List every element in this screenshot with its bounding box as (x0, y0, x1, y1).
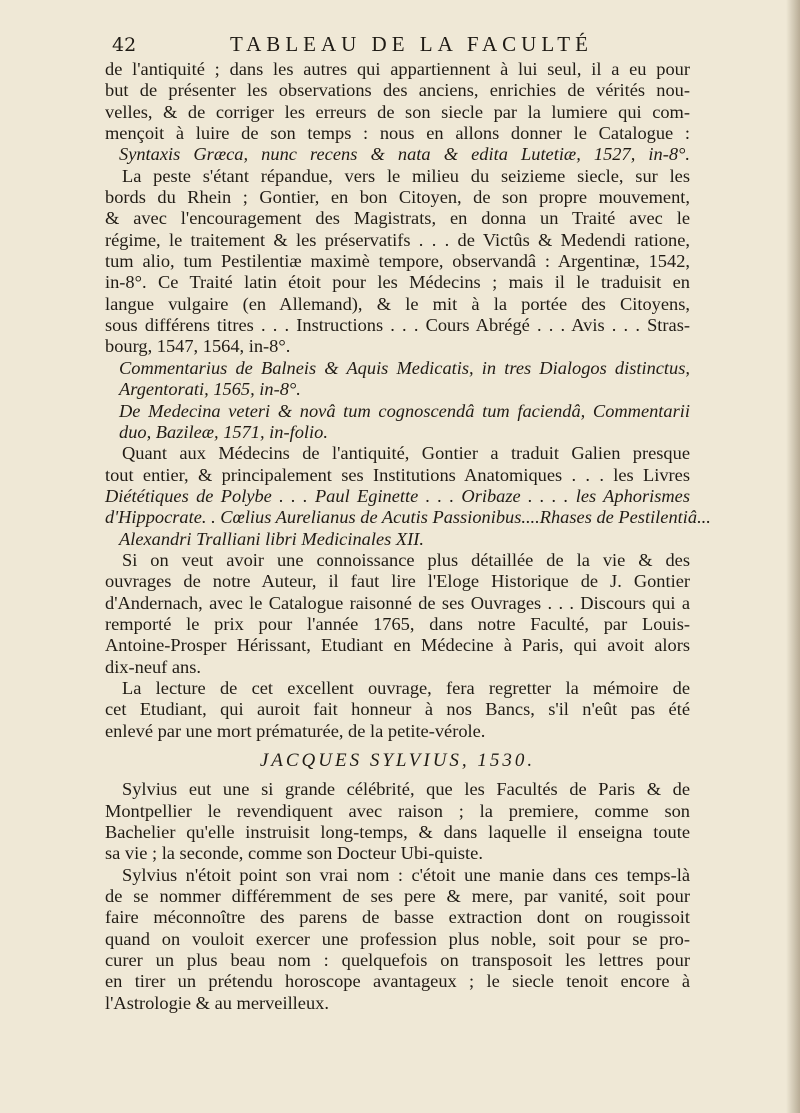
text-line: De Medecina veteri & novâ tum cognoscendâ tum faciendâ, Commentarii (119, 400, 690, 421)
text-line: remporté le prix pour l'année 1765, dans notre Faculté, par Louis- (105, 613, 690, 634)
text-line: & avec l'encouragement des Magistrats, en donna un Traité avec le (105, 208, 690, 229)
text-line: Bachelier qu'elle instruisit long-temps, & dans laquelle il enseigna toute (105, 822, 690, 843)
body-text (105, 59, 711, 1014)
text-block-sylvius (105, 779, 690, 1014)
text-line: tout entier, & principalement ses Institutions Anatomiques . . . les Livres (105, 464, 690, 485)
page-header (112, 32, 692, 62)
text-line: Si on veut avoir une connoissance plus détaillée de la vie & des (122, 549, 690, 570)
text-line: ouvrages de notre Auteur, il faut lire l'Eloge Historique de J. Gontier (105, 571, 690, 592)
text-line: régime, le traitement & les préservatifs . . . de Victûs & Medendi ratione, (105, 229, 690, 250)
text-line: dix-neuf ans. (105, 656, 202, 677)
text-line: bords du Rhein ; Gontier, en bon Citoyen, de son propre mouvement, (105, 187, 690, 208)
text-line: mençoit à luire de son temps : nous en allons donner le Catalogue : (105, 123, 690, 144)
text-line: enlevé par une mort prématurée, de la petite-vérole. (105, 720, 486, 741)
running-head: TABLEAU DE LA FACULTÉ (230, 32, 593, 56)
text-line: sous différens titres . . . Instructions . . . Cours Abrégé . . . Avis . . . Stras- (105, 315, 690, 336)
text-line: Alexandri Tralliani libri Medicinales XII. (119, 528, 424, 549)
text-line: but de présenter les observations des anciens, enrichies de vérités nou- (105, 80, 690, 101)
text-line: cet Etudiant, qui auroit fait honneur à nos Bancs, s'il n'eût pas été (105, 699, 690, 720)
text-line: Diététiques de Polybe . . . Paul Eginette . . . Oribaze . . . . les Aphorismes (105, 485, 690, 506)
text-line: Argentorati, 1565, in-8°. (119, 379, 301, 400)
text-block-gontier (105, 59, 711, 742)
text-line: sa vie ; la seconde, comme son Docteur Ubi-quiste. (105, 843, 483, 864)
text-line: de se nommer différemment de ses pere & mere, par vanité, soit pour (105, 886, 690, 907)
text-line: Montpellier le revendiquent avec raison ; la premiere, comme son (105, 800, 690, 821)
text-line: in-8°. Ce Traité latin étoit pour les Médecins ; mais il le traduisit en (105, 272, 690, 293)
section-heading: JACQUES SYLVIUS, 1530. (259, 750, 536, 771)
text-line: d'Andernach, avec le Catalogue raisonné de ses Ouvrages . . . Discours qui a (105, 592, 690, 613)
text-line: La peste s'étant répandue, vers le milieu du seizieme siecle, sur les (122, 165, 690, 186)
text-line: de l'antiquité ; dans les autres qui appartiennent à lui seul, il a eu pour (105, 59, 690, 79)
text-line: langue vulgaire (en Allemand), & le mit à la portée des Citoyens, (105, 293, 690, 314)
page-number: 42 (112, 34, 137, 56)
text-line: en tirer un prétendu horoscope avantageux ; le siecle tenoit encore à (105, 971, 690, 992)
text-line: Commentarius de Balneis & Aquis Medicatis, in tres Dialogos distinctus, (119, 357, 690, 378)
text-line: quand on vouloit exercer une profession plus noble, soit pour se pro- (105, 928, 690, 949)
text-line: bourg, 1547, 1564, in-8°. (105, 336, 291, 357)
text-line: faire méconnoître des parens de basse extraction dont on rougissoit (105, 907, 690, 928)
text-line: Antoine-Prosper Hérissant, Etudiant en Médecine à Paris, qui avoit alors (105, 635, 690, 656)
text-line: velles, & de corriger les erreurs de son siecle par la lumiere qui com- (105, 101, 690, 122)
text-line: Quant aux Médecins de l'antiquité, Gontier a traduit Galien presque (122, 443, 690, 464)
text-line: Syntaxis Græca, nunc recens & nata & edita Lutetiæ, 1527, in-8°. (119, 144, 690, 165)
text-line: duo, Bazileæ, 1571, in-folio. (119, 421, 328, 442)
page-edge-shadow (786, 0, 800, 1113)
text-line: curer un plus beau nom : quelquefois on transposoit les lettres pour (105, 950, 690, 971)
text-line: tum alio, tum Pestilentiæ maximè tempore, observandâ : Argentinæ, 1542, (105, 251, 690, 272)
text-line: La lecture de cet excellent ouvrage, fera regretter la mémoire de (122, 677, 690, 698)
text-line: Sylvius n'étoit point son vrai nom : c'étoit une manie dans ces temps-là (122, 864, 690, 885)
text-line: Sylvius eut une si grande célébrité, que les Facultés de Paris & de (122, 779, 690, 800)
text-line: l'Astrologie & au merveilleux. (105, 992, 329, 1013)
text-line: d'Hippocrate. . Cœlius Aurelianus de Acutis Passionibus....Rhases de Pestilentiâ... (105, 507, 711, 528)
